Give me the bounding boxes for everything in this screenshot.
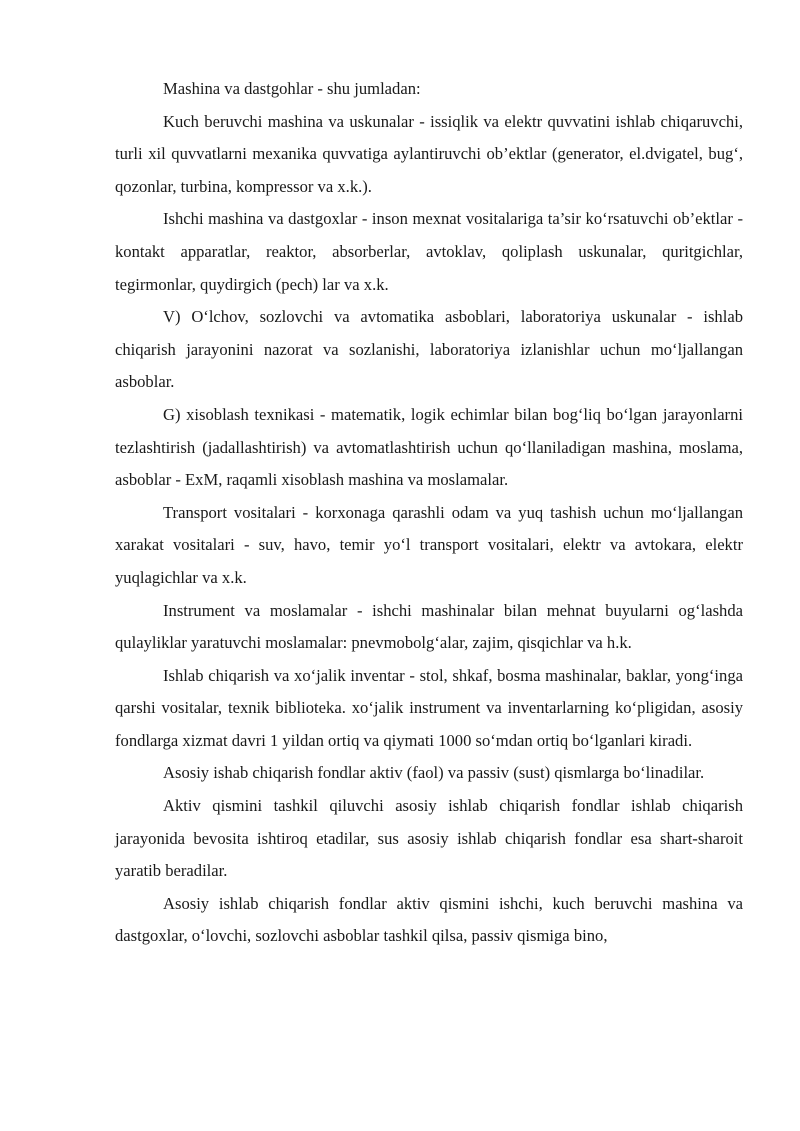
paragraph-11: Asosiy ishlab chiqarish fondlar aktiv qismini ishchi, kuch beruvchi mashina va dastgoxlar, o‘lovchi, sozlovchi asboblar tashkil qilsa, passiv qismiga bino, <box>115 893 743 946</box>
paragraph-5: G) xisoblash texnikasi - matematik, logik echimlar bilan bog‘liq bo‘lgan jarayonlarni tezlashtirish (jadallashtirish) va avtomatlashtirish uchun qo‘llaniladigan mashina, moslama, asboblar - ExM, raqamli xisoblash mashina va moslamalar. <box>115 404 743 490</box>
paragraph-4: V) O‘lchov, sozlovchi va avtomatika asboblari, laboratoriya uskunalar - ishlab chiqarish jarayonini nazorat va sozlanishi, laboratoriya izlanishlar uchun mo‘ljallangan asboblar. <box>115 307 743 392</box>
paragraph-1: Mashina va dastgohlar - shu jumladan: <box>163 79 421 98</box>
paragraph-3: Ishchi mashina va dastgoxlar - inson mexnat vositalariga ta’sir ko‘rsatuvchi ob’ektlar - kontakt apparatlar, reaktor, absorberlar, avtoklav, qoliplash uskunalar, quritgichlar, tegirmonlar, quydirgich (pech) lar va x.k. <box>115 209 743 294</box>
document-body <box>115 73 743 953</box>
paragraph-6: Transport vositalari - korxonaga qarashli odam va yuq tashish uchun mo‘ljallangan xarakat vositalari - suv, havo, temir yo‘l transport vositalari, elektr va avtokara, elektr yuqlagichlar va x.k. <box>115 502 743 587</box>
paragraph-7: Instrument va moslamalar - ishchi mashinalar bilan mehnat buyularni og‘lashda qulayliklar yaratuvchi moslamalar: pnevmobolg‘alar, zajim, qisqichlar va h.k. <box>115 600 743 653</box>
paragraph-9: Asosiy ishab chiqarish fondlar aktiv (faol) va passiv (sust) qismlarga bo‘linadilar. <box>163 763 705 783</box>
paragraph-10: Aktiv qismini tashkil qiluvchi asosiy ishlab chiqarish fondlar ishlab chiqarish jarayonida bevosita ishtiroq etadilar, sus asosiy ishlab chiqarish fondlar esa shart-sharoit yaratib beradilar. <box>115 796 743 881</box>
paragraph-8: Ishlab chiqarish va xo‘jalik inventar - stol, shkaf, bosma mashinalar, baklar, yong‘inga qarshi vositalar, texnik biblioteka. xo‘jalik instrument va inventarlarning ko‘pligidan, asosiy fondlarga xizmat davri 1 yildan ortiq va qiymati 1000 so‘mdan ortiq bo‘lganlari kiradi. <box>115 665 743 750</box>
paragraph-2: Kuch beruvchi mashina va uskunalar - issiqlik va elektr quvvatini ishlab chiqaruvchi, turli xil quvvatlarni mexanika quvvatiga aylantiruvchi ob’ektlar (generator, el.dvigatel, bug‘, qozonlar, turbina, kompressor va x.k.). <box>115 111 743 196</box>
